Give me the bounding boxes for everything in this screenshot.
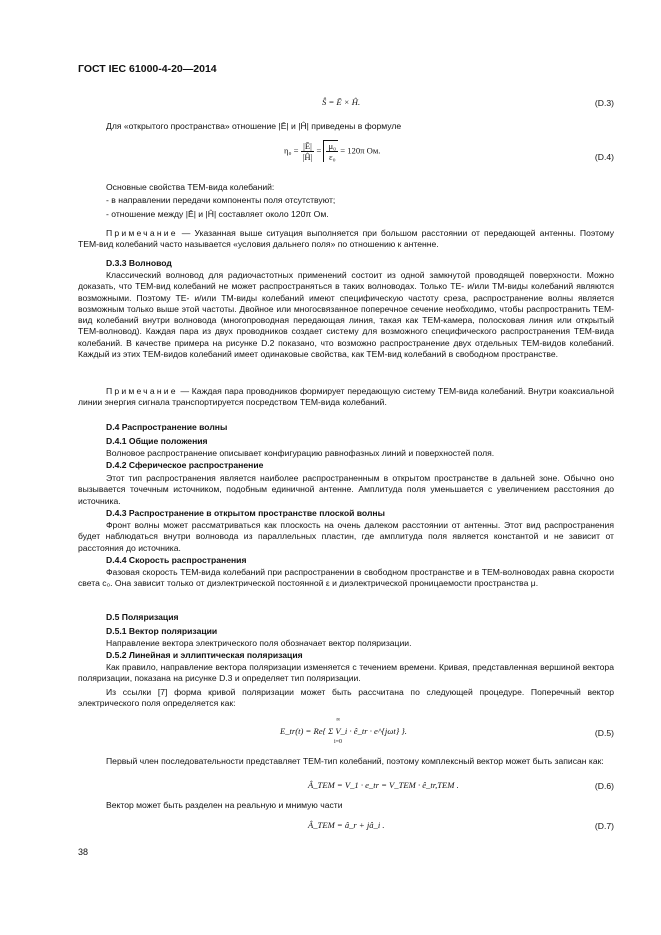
heading-d5: D.5 Поляризация: [106, 612, 179, 622]
equation-d4: [284, 140, 380, 162]
note-1: [78, 228, 614, 251]
equation-d4-rhs: = 120π Ом.: [340, 145, 381, 156]
heading-d4: D.4 Распространение волны: [106, 422, 228, 432]
equation-d4-fraction-1: [301, 141, 315, 162]
paragraph-d41: Волновое распространение описывает конфигурацию равнофазных линий и поверхностей поля.: [106, 448, 495, 458]
note-1-label: Примечание: [106, 228, 178, 238]
heading-d43: D.4.3 Распространение в открытом пространстве плоской волны: [106, 508, 385, 518]
equation-number-d5: (D.5): [594, 728, 614, 738]
equation-d3: Ŝ = Ē × Ĥ.: [322, 97, 361, 107]
paragraph-first-term: Первый член последовательности представляет ТЕМ-тип колебаний, поэтому комплексный вектор может быть записан как:: [106, 756, 604, 766]
equation-d4-sqrt: [323, 140, 338, 162]
paragraph-d42: Этот тип распространения является наиболее распространенным в открытом пространстве в дальней зоне. Обычно оно вызывается точечным источником, подобным единичной антенне. Амплитуда поля уменьшается с увеличением расстояния до источника.: [78, 473, 614, 506]
equation-d4-num1: |Ē|: [301, 141, 315, 152]
heading-d52: D.5.2 Линейная и эллиптическая поляризация: [106, 650, 303, 660]
equation-d4-den2: ε₀: [328, 152, 336, 162]
paragraph-open-space: Для «открытого пространства» отношение |Ē| и |Ĥ| приведены в формуле: [106, 121, 402, 131]
equation-d7: Â_TEM = â_r + jâ_i .: [308, 820, 385, 830]
heading-d33: D.3.3 Волновод: [106, 258, 172, 268]
equation-number-d4: (D.4): [594, 152, 614, 162]
heading-d44: D.4.4 Скорость распространения: [106, 555, 247, 565]
paragraph-d44: Фазовая скорость ТЕМ-вида колебаний при распространении в свободном пространстве и в ТЕМ-волноводах равна скорости света c₀. Она зависит только от диэлектрической постоянной ε и диэлектрической проницаемости пространства μ.: [78, 567, 614, 589]
list-item-property-2: - отношение между |Ē| и |Ĥ| составляет около 120π Ом.: [106, 209, 329, 219]
equation-number-d6: (D.6): [594, 781, 614, 791]
heading-d51: D.5.1 Вектор поляризации: [106, 626, 218, 636]
note-2: [78, 386, 614, 409]
paragraph-properties: Основные свойства ТЕМ-вида колебаний:: [106, 182, 275, 192]
paragraph-d52a: Как правило, направление вектора поляризации изменяется с течением времени. Кривая, представленная вершиной вектора поляризации, показана на рисунке D.3 и определяет тип поляризации.: [78, 662, 614, 684]
equation-d6: Â_TEM = V_1 · e_tr = V_TEM · ê_tr,TEM .: [308, 780, 459, 790]
equation-d5-sum-top: ∞: [336, 717, 341, 723]
list-item-property-1: - в направлении передачи компоненты поля отсутствуют;: [106, 195, 336, 205]
equation-number-d7: (D.7): [594, 821, 614, 831]
equation-d4-eq: =: [316, 145, 322, 156]
document-header: ГОСТ IEC 61000-4-20—2014: [78, 63, 217, 75]
heading-d41: D.4.1 Общие положения: [106, 436, 208, 446]
equation-d4-den1: |Ĥ|: [302, 152, 313, 162]
equation-d4-num2: μ₀: [328, 141, 337, 151]
page-number: 38: [78, 847, 89, 857]
paragraph-d52b: Из ссылки [7] форма кривой поляризации может быть рассчитана по следующей процедуре. Поперечный вектор электрического поля определяется как:: [78, 687, 614, 709]
paragraph-d33: Классический волновод для радиочастотных применений состоит из одной замкнутой проводящей поверхности. Можно доказать, что ТЕМ-вид колебаний не может распространяться в таких волноводах. Только ТЕ- и/или ТМ-виды колебаний являются возможными. Поэтому ТЕ- и/или ТМ-виды колебаний имеют специфическую частоту среза, распространение волны является возможным только выше этой частоты. Двойное или многосвязанное поперечное сечение необходимо, чтобы распространить ТЕМ-вид колебаний внутри волновода (многопроводная передающая линия, такая как ТЕМ-камера, полосковая линия или открытый ТЕМ-волновод). Каждая пара из двух проводников создает систему для возможного специфического распространения ТЕМ-вида колебаний. В качестве примера на рисунке D.2 показано, что возможно распространение двух отдельных ТЕМ-видов колебаний. Каждый из этих ТЕМ-видов колебаний имеет одинаковые свойства, как ТЕМ-вид колебаний в свободном пространстве.: [78, 270, 614, 360]
equation-d5: E_tr(t) = Re{ Σ V_i · ê_tr · e^{jωt} }.: [280, 726, 407, 736]
heading-d42: D.4.2 Сферическое распространение: [106, 460, 264, 470]
paragraph-d43: Фронт волны может рассматриваться как плоскость на очень далеком расстоянии от антенны. Этот вид распространения будет наблюдаться внутри волновода из параллельных пластин, где амплитуда поля является константой и не зависит от расстояния до источника.: [78, 520, 614, 553]
equation-d4-fraction-2: [326, 141, 338, 162]
equation-d4-lhs: η₀ =: [284, 145, 299, 156]
paragraph-split: Вектор может быть разделен на реальную и мнимую части: [106, 800, 343, 810]
note-1-text: — Указанная выше ситуация выполняется при большом расстоянии от передающей антенны. Поэтому ТЕМ-вид колебаний часто называется «условия дальнего поля» по отношению к антенне.: [78, 228, 614, 250]
note-2-label: Примечание: [106, 386, 178, 396]
equation-d5-sum-bottom: i=0: [334, 739, 343, 745]
equation-number-d3: (D.3): [594, 98, 614, 108]
note-2-text: — Каждая пара проводников формирует передающую систему ТЕМ-вида колебаний. Внутри коаксиальной линии энергия сигнала транспортируется посредством ТЕМ-вида колебаний.: [78, 386, 614, 408]
paragraph-d51: Направление вектора электрического поля обозначает вектор поляризации.: [106, 638, 412, 648]
